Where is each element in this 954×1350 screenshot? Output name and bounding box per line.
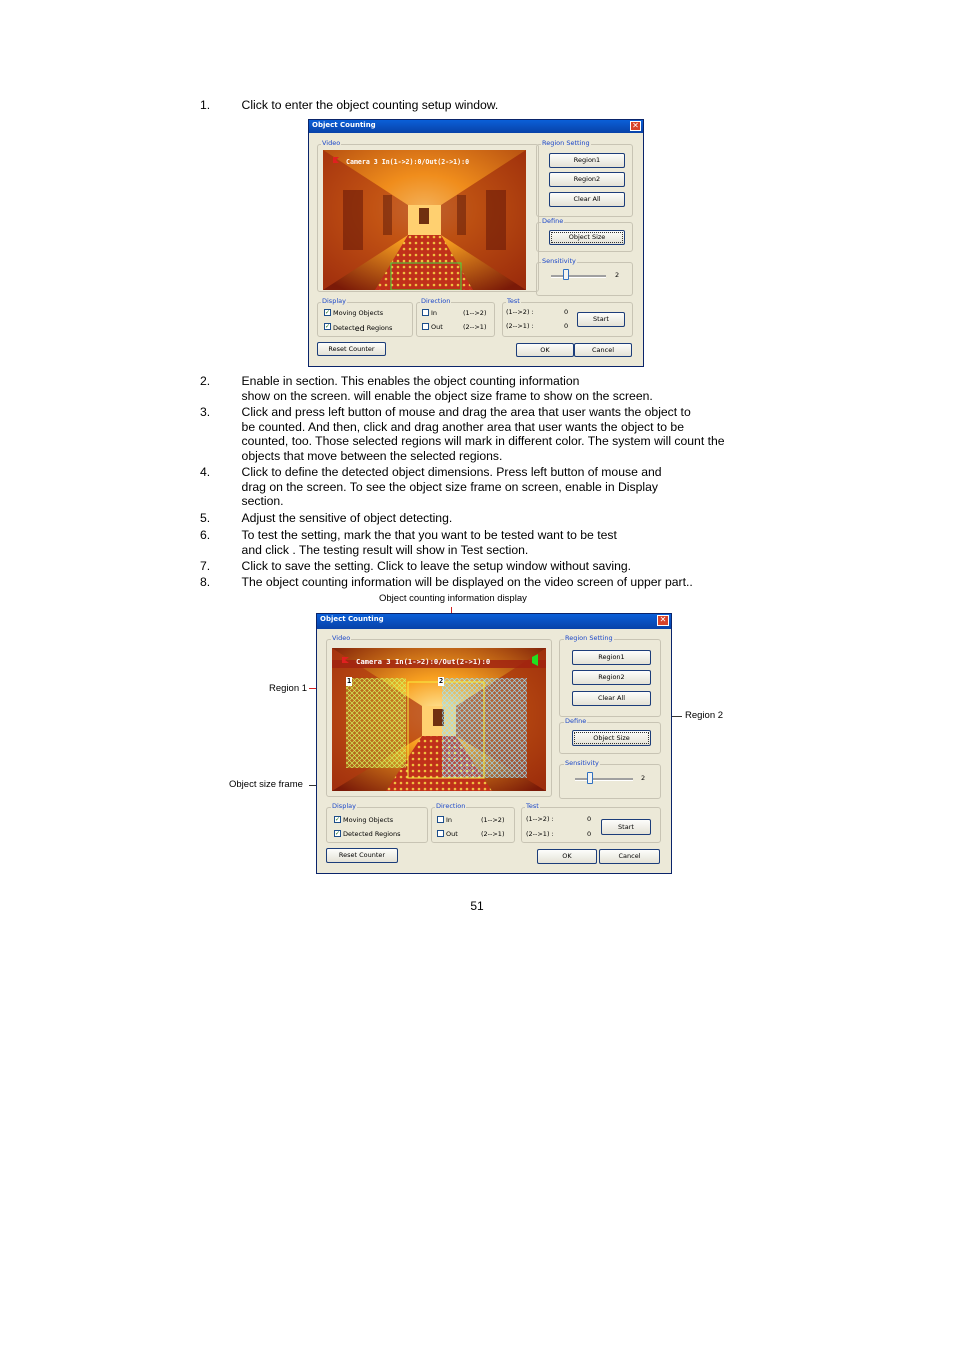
callout-object-size-frame: Object size frame xyxy=(229,779,303,790)
direction-in-label: In xyxy=(431,309,438,317)
step-number: 7. xyxy=(200,559,211,573)
test-1to2-label: (1-->2) : xyxy=(526,815,554,823)
region-setting-label: Region Setting xyxy=(565,634,613,642)
direction-out-arrow: (2-->1) xyxy=(463,323,487,331)
close-icon[interactable]: ✕ xyxy=(657,615,669,626)
step-text: Click to save the setting. Click to leave the setup window without saving. xyxy=(241,559,632,573)
object-size-button[interactable]: Object Size xyxy=(572,730,651,746)
dialog-title: Object Counting xyxy=(320,615,384,623)
cancel-button[interactable]: Cancel xyxy=(599,849,660,864)
detected-regions-checkbox[interactable]: ✓ xyxy=(325,323,331,330)
test-1to2-value: 0 xyxy=(564,308,569,316)
direction-label: Direction xyxy=(436,802,466,810)
ok-button[interactable]: OK xyxy=(516,343,574,357)
title-bar xyxy=(309,120,643,133)
region1-button[interactable]: Region1 xyxy=(572,650,651,665)
start-button[interactable]: Start xyxy=(577,312,625,327)
region1-button[interactable]: Region1 xyxy=(549,153,625,168)
step-number: 6. xyxy=(200,528,211,542)
test-label: Test xyxy=(507,297,520,305)
callout-region1: Region 1 xyxy=(269,683,308,694)
cancel-button[interactable]: Cancel xyxy=(574,343,632,357)
sensitivity-label: Sensitivity xyxy=(542,257,576,265)
test-1to2-value: 0 xyxy=(587,815,592,823)
step-text: Enable in section. This enables the object counting information show on the screen. will enable the object size frame to show on the screen. xyxy=(241,374,653,403)
object-size-button[interactable]: Object Size xyxy=(549,230,625,245)
direction-out-arrow: (2-->1) xyxy=(481,830,505,838)
ok-button[interactable]: OK xyxy=(537,849,597,864)
sensitivity-value: 2 xyxy=(615,271,620,279)
step-text: To test the setting, mark the that you want to be tested want to be test and click . The testing result will show in Test section. xyxy=(241,528,617,557)
direction-in-arrow: (1-->2) xyxy=(481,816,505,824)
direction-in-label: In xyxy=(446,816,453,824)
step-text: The object counting information will be displayed on the video screen of upper part.. xyxy=(241,575,693,589)
callout-region2: Region 2 xyxy=(685,710,724,721)
step-number: 8. xyxy=(200,575,211,589)
hallway-image xyxy=(323,150,526,290)
define-label: Define xyxy=(565,717,587,725)
direction-label: Direction xyxy=(421,297,451,305)
moving-objects-label: Moving Objects xyxy=(343,816,394,824)
osd-counter-text: Camera 3 In(1->2):0/Out(2->1):0 xyxy=(346,158,470,166)
video-group-label: Video xyxy=(322,139,341,147)
dialog-title: Object Counting xyxy=(312,121,376,129)
step-text: Click to define the detected object dimensions. Press left button of mouse and drag on the screen. To see the object size frame on screen, enable in Display section. xyxy=(241,465,662,509)
start-button[interactable]: Start xyxy=(601,819,651,835)
step-text: Adjust the sensitive of object detecting. xyxy=(241,511,453,525)
detected-regions-checkbox[interactable]: ✓ xyxy=(335,830,341,837)
step-number: 4. xyxy=(200,465,211,479)
reset-counter-button[interactable]: Reset Counter xyxy=(326,848,398,863)
sensitivity-slider-track[interactable] xyxy=(551,275,606,278)
reset-counter-button[interactable]: Reset Counter xyxy=(317,342,386,356)
direction-group xyxy=(416,302,495,337)
direction-out-label: Out xyxy=(446,830,458,838)
object-counting-dialog-1 xyxy=(308,119,644,367)
video-preview[interactable] xyxy=(323,150,526,290)
title-bar xyxy=(317,614,671,629)
define-label: Define xyxy=(542,217,564,225)
clear-all-button[interactable]: Clear All xyxy=(572,691,651,706)
object-counting-dialog-2 xyxy=(316,613,672,874)
sensitivity-group xyxy=(536,262,633,296)
direction-out-label: Out xyxy=(431,323,443,331)
sensitivity-label: Sensitivity xyxy=(565,759,599,767)
region2-button[interactable]: Region2 xyxy=(549,172,625,187)
sensitivity-value: 2 xyxy=(641,774,646,782)
test-2to1-value: 0 xyxy=(587,830,592,838)
sensitivity-slider-track[interactable] xyxy=(575,778,633,781)
detected-regions-label: Detected Regions xyxy=(333,324,393,333)
video-group-label: Video xyxy=(332,634,351,642)
clear-all-button[interactable]: Clear All xyxy=(549,192,625,207)
test-1to2-label: (1-->2) : xyxy=(506,308,534,316)
direction-in-checkbox[interactable] xyxy=(422,309,429,316)
direction-out-checkbox[interactable] xyxy=(422,323,429,330)
region1-marker: 1 xyxy=(347,677,352,685)
page-number: 51 xyxy=(470,899,484,913)
sensitivity-slider-thumb[interactable] xyxy=(563,269,569,280)
step-number: 1. xyxy=(200,98,211,112)
test-2to1-label: (2-->1) : xyxy=(506,322,534,330)
close-icon[interactable]: ✕ xyxy=(630,121,641,131)
callout-info-display: Object counting information display xyxy=(379,593,527,604)
direction-out-checkbox[interactable] xyxy=(437,830,444,837)
detected-regions-label: Detected Regions xyxy=(343,830,401,838)
hallway-image-with-regions xyxy=(332,648,546,791)
step-number: 3. xyxy=(200,405,211,419)
video-preview[interactable] xyxy=(332,648,546,791)
region2-marker: 2 xyxy=(439,677,444,685)
step-text: Click and press left button of mouse and drag the area that user wants the object to be counted. And then, click and drag another area that user wants the object to be counted, too. Those selected regions will mark in different color. The system will count the objects that move between the selected regions. xyxy=(241,405,725,463)
osd-counter-text: Camera 3 In(1->2):0/Out(2->1):0 xyxy=(356,657,491,666)
moving-objects-label: Moving Objects xyxy=(333,309,384,317)
moving-objects-checkbox[interactable]: ✓ xyxy=(335,816,341,823)
moving-objects-checkbox[interactable]: ✓ xyxy=(325,309,331,316)
display-label: Display xyxy=(322,297,346,305)
test-2to1-label: (2-->1) : xyxy=(526,830,554,838)
direction-in-arrow: (1-->2) xyxy=(463,309,487,317)
test-label: Test xyxy=(526,802,539,810)
step-number: 5. xyxy=(200,511,211,525)
display-label: Display xyxy=(332,802,356,810)
direction-in-checkbox[interactable] xyxy=(437,816,444,823)
step-number: 2. xyxy=(200,374,211,388)
region2-button[interactable]: Region2 xyxy=(572,670,651,685)
test-2to1-value: 0 xyxy=(564,322,569,330)
sensitivity-group xyxy=(559,764,661,799)
sensitivity-slider-thumb[interactable] xyxy=(587,772,593,784)
region-setting-label: Region Setting xyxy=(542,139,590,147)
step-text: Click to enter the object counting setup window. xyxy=(241,98,499,112)
